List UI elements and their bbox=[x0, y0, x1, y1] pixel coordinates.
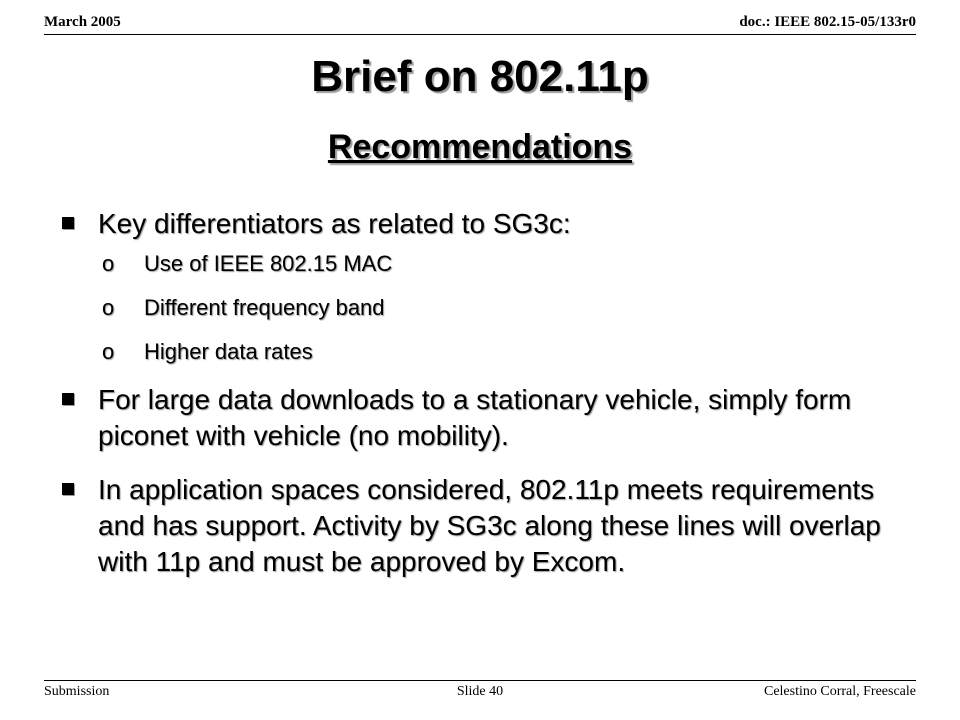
header-divider bbox=[44, 34, 916, 35]
bullet-item bbox=[62, 472, 898, 580]
bullet-item bbox=[62, 382, 898, 454]
bullet-text: Key differentiators as related to SG3c: bbox=[98, 208, 571, 239]
sub-bullet-item bbox=[98, 338, 898, 366]
square-bullet-icon bbox=[62, 393, 74, 405]
sub-bullet-item bbox=[98, 250, 898, 278]
slide-title: Brief on 802.11p bbox=[311, 52, 649, 101]
bullet-text: In application spaces considered, 802.11p meets requirements and has support. Activity by SG3c along these lines will overlap with 11p and must be approved by Excom. bbox=[98, 474, 881, 577]
bullet-item bbox=[62, 206, 898, 242]
slide-subtitle: Recommendations bbox=[327, 128, 633, 166]
sub-bullet-item bbox=[98, 294, 898, 322]
circle-bullet-icon: o bbox=[102, 339, 115, 364]
bullet-text: For large data downloads to a stationary vehicle, simply form piconet with vehicle (no mobility). bbox=[98, 384, 852, 451]
footer-slide-number: Slide 40 bbox=[456, 684, 504, 699]
square-bullet-icon bbox=[62, 483, 74, 495]
slide-content bbox=[62, 206, 898, 588]
footer-submission: Submission bbox=[44, 684, 110, 699]
square-bullet-icon bbox=[62, 217, 74, 229]
footer-divider bbox=[44, 680, 916, 681]
header-date: March 2005 bbox=[44, 14, 121, 30]
sub-bullet-text: Different frequency band bbox=[144, 295, 385, 320]
circle-bullet-icon: o bbox=[102, 251, 115, 276]
footer-author: Celestino Corral, Freescale bbox=[763, 684, 916, 699]
sub-bullet-text: Use of IEEE 802.15 MAC bbox=[144, 251, 393, 276]
header-doc-id: doc.: IEEE 802.15-05/133r0 bbox=[739, 14, 916, 30]
sub-bullet-list bbox=[98, 250, 898, 366]
sub-bullet-text: Higher data rates bbox=[144, 339, 313, 364]
circle-bullet-icon: o bbox=[102, 295, 115, 320]
